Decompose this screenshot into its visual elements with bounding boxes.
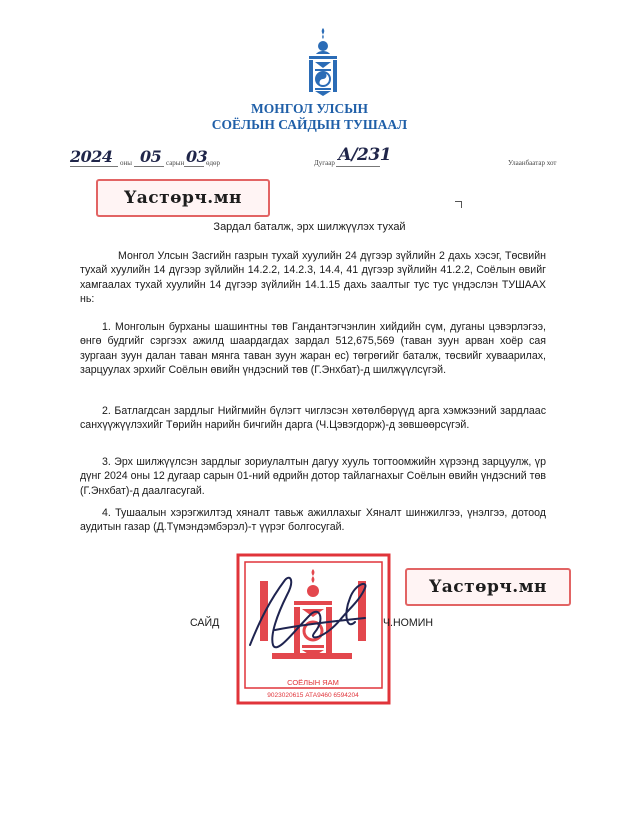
watermark-text: Үастөрч.мн (429, 577, 547, 597)
date-month: 05 (140, 147, 162, 166)
corner-mark (455, 201, 462, 208)
signer-position: САЙД (190, 617, 220, 629)
date-day: 03 (186, 147, 208, 166)
number-label: Дугаар (314, 159, 335, 167)
soyombo-emblem-icon (303, 26, 343, 101)
org-name-line2: СОЁЛЫН САЙДЫН ТУШААЛ (211, 117, 408, 132)
clause-1: 1. Монголын бурханы шашинтны төв Гандантэгчэнлин хийдийн сүм, дуганы цэвэрлэгээ, өнгө будгийг сэргээх ажилд шаардагдах зардал 512,675,569 (таван зуун арван хоёр сая зургаан зуун далан таван мянга таван зуун жаран ес) төгрөгийг баталж, төсвийг хуваарилах, зарцуулах эрхийг Соёлын өвийн үндэсний төв (Г.Энхбат)-д шилжүүлсүгэй. (80, 321, 546, 376)
date-month-suffix: сарын (166, 159, 185, 167)
date-year: 2024 (70, 147, 113, 166)
watermark-text: Үастөрч.мн (124, 188, 242, 208)
clause-4: 4. Тушаалын хэрэгжилтэд хяналт тавьж ажиллахыг Хяналт шинжилгээ, үнэлгээ, дотоод аудитын газар (Д.Түмэндэмбэрэл)-т үүрэг болгосугай. (80, 507, 546, 534)
preamble-paragraph: Монгол Улсын Засгийн газрын тухай хуулийн 24 дүгээр зүйлийн 2 дахь хэсэг, Төсвийн тухай хуулийн 14 дүгээр зүйлийн 14.2.2, 14.2.3, 14.4, 41 дүгээр зүйлийн 41.2.2, Соёлын өвийг хамгаалах тухай хуулийн 14 дүгээр зүйлийн 14.1.15 дахь заалтыг тус тус үндэслэн ТУШААХ нь: (80, 250, 546, 305)
date-day-suffix: өдөр (206, 159, 221, 167)
watermark-badge (96, 179, 270, 217)
clause-3: 3. Эрх шилжүүлсэн зардлыг зориулалтын дагуу хууль тогтоомжийн хүрээнд зарцуулж, үр дүнг 2024 оны 12 дугаар сарын 01-ний өдрийн дотор тайлагнахыг Соёлын өвийн үндэсний төв (Г.Энхбат)-д даалгасугай. (80, 456, 546, 497)
signer-name: Ч.НОМИН (383, 617, 433, 629)
watermark-badge (405, 568, 571, 606)
handwritten-signature (215, 560, 395, 670)
location: Улаанбаатар хот (508, 159, 557, 167)
date-year-suffix: оны (120, 159, 132, 167)
stamp-codes: 9023020615 АТА9460 6594204 (267, 692, 359, 699)
clause-2: 2. Батлагдсан зардлыг Нийгмийн бүлэгт чиглэсэн хөтөлбөрүүд арга хэмжээний зардлаас санхүүжүүлэхийг Төрийн нарийн бичгийн дарга (Ч.Цэвэгдорж)-д зөвшөөрсүгэй. (80, 405, 546, 432)
document-title: Зардал баталж, эрх шилжүүлэх тухай (213, 221, 406, 233)
org-name-line1: МОНГОЛ УЛСЫН (251, 101, 368, 116)
document-number: А/231 (338, 145, 392, 165)
seal-text: СОЁЛЫН ЯАМ (287, 678, 339, 687)
